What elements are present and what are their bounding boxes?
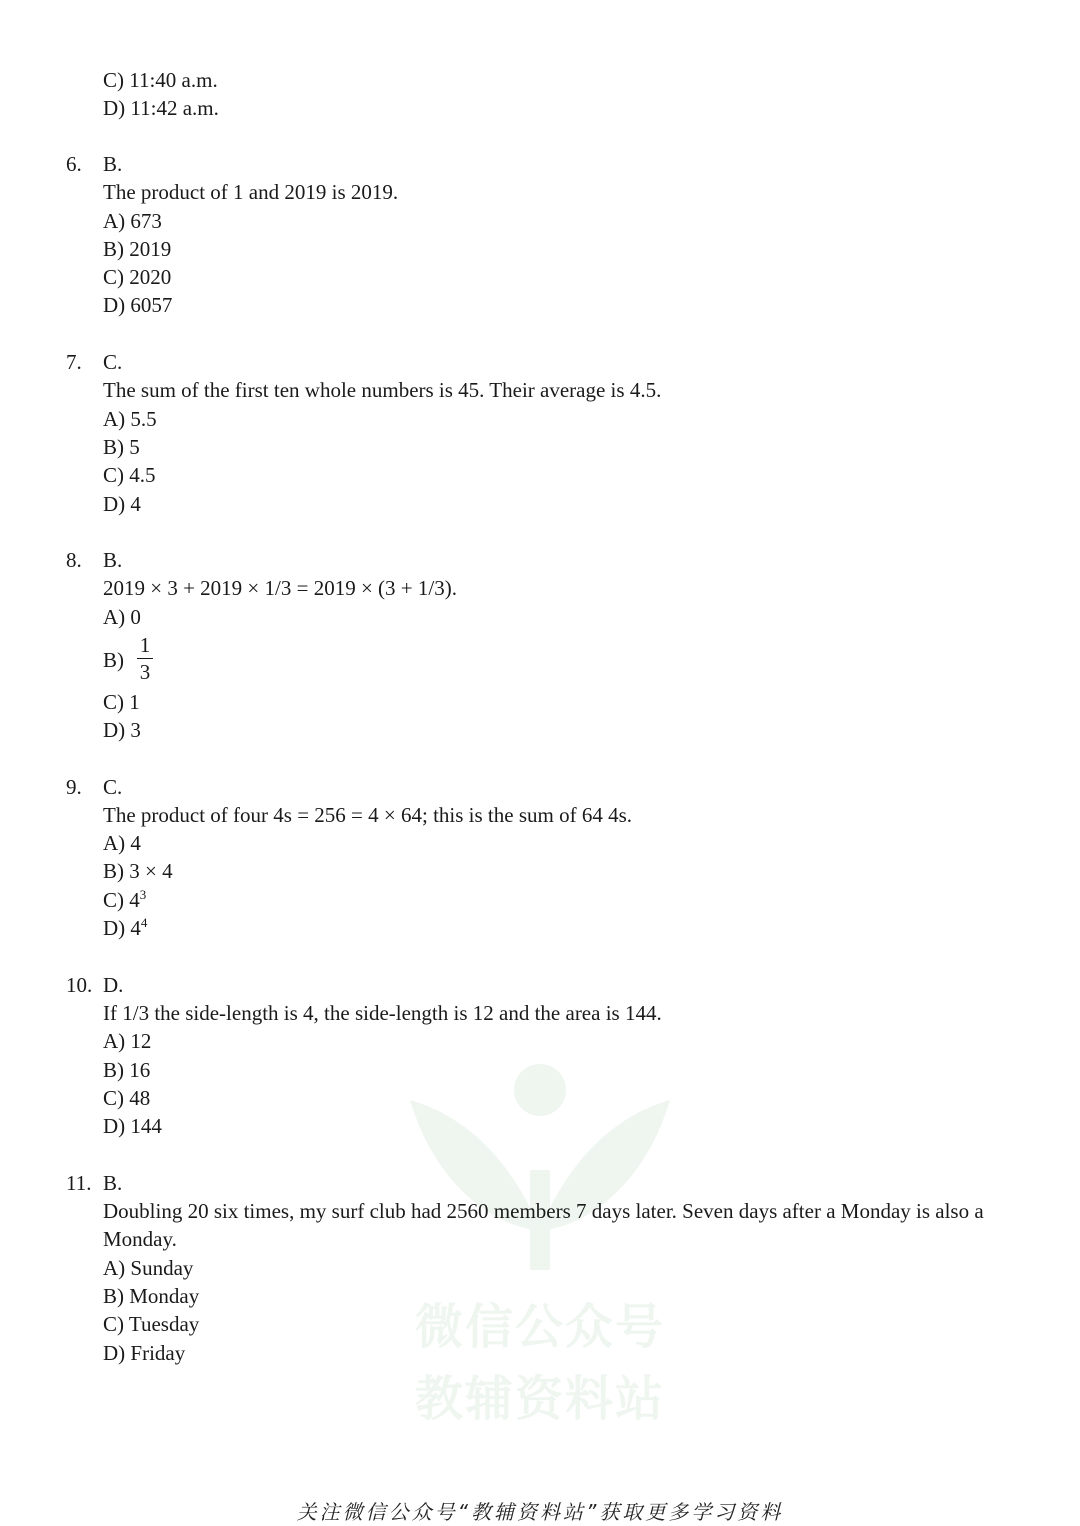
- q10-number: 10.: [66, 973, 93, 997]
- q10-answer: D.: [103, 973, 124, 997]
- q11-answer: B.: [103, 1171, 123, 1195]
- q8-option-a: A) 0: [103, 605, 141, 629]
- q6-number: 6.: [66, 152, 82, 176]
- q5-option-c: C) 11:40 a.m.: [103, 68, 218, 92]
- fraction-numerator: 1: [139, 633, 151, 657]
- q6-answer: B.: [103, 152, 123, 176]
- q9-option-d-label: D) 4: [103, 916, 141, 940]
- q9-option-c-exponent: 3: [139, 887, 147, 902]
- q9-option-d-exponent: 4: [140, 915, 148, 930]
- q9-answer: C.: [103, 775, 123, 799]
- q10-option-c: C) 48: [103, 1086, 151, 1110]
- q7-option-a: A) 5.5: [103, 407, 157, 431]
- q8-answer: B.: [103, 548, 123, 572]
- q11-option-d: D) Friday: [103, 1341, 186, 1365]
- q9-number: 9.: [66, 775, 82, 799]
- q6-option-b: B) 2019: [103, 237, 172, 261]
- q10-explanation: If 1/3 the side-length is 4, the side-length is 12 and the area is 144.: [103, 1001, 662, 1025]
- q10-option-b: B) 16: [103, 1058, 151, 1082]
- q10-option-d: D) 144: [103, 1114, 162, 1138]
- q11-option-a: A) Sunday: [103, 1256, 194, 1280]
- q6-option-a: A) 673: [103, 209, 162, 233]
- q11-explanation: Doubling 20 six times, my surf club had 2560 members 7 days later. Seven days after a Monday is also a Monday.: [103, 1199, 984, 1251]
- watermark-line-2: 教辅资料站: [414, 1371, 665, 1427]
- q5-option-d: D) 11:42 a.m.: [103, 96, 219, 120]
- q6-option-c: C) 2020: [103, 265, 172, 289]
- q8-option-c: C) 1: [103, 690, 140, 714]
- footer-note: 关注微信公众号“教辅资料站”获取更多学习资料: [296, 1500, 784, 1524]
- q9-option-c: [103, 886, 146, 914]
- q9-option-c-label: C) 4: [103, 888, 140, 912]
- q7-number: 7.: [66, 350, 82, 374]
- q8-explanation: 2019 × 3 + 2019 × 1/3 = 2019 × (3 + 1/3).: [103, 576, 457, 600]
- q7-option-b: B) 5: [103, 435, 140, 459]
- q9-option-b: B) 3 × 4: [103, 859, 173, 883]
- q9-option-a: A) 4: [103, 831, 141, 855]
- watermark-line-1: 微信公众号: [414, 1299, 665, 1355]
- q11-number: 11.: [66, 1171, 92, 1195]
- q7-answer: C.: [103, 350, 123, 374]
- q8-option-b-label: B): [103, 648, 124, 672]
- fraction-bar: [137, 658, 153, 659]
- q6-explanation: The product of 1 and 2019 is 2019.: [103, 180, 399, 204]
- q9-explanation: The product of four 4s = 256 = 4 × 64; this is the sum of 64 4s.: [103, 803, 632, 827]
- q6-option-d: D) 6057: [103, 293, 173, 317]
- q10-option-a: A) 12: [103, 1029, 152, 1053]
- q11-option-b: B) Monday: [103, 1284, 200, 1308]
- fraction-denominator: 3: [139, 660, 151, 684]
- q7-explanation: The sum of the first ten whole numbers is 45. Their average is 4.5.: [103, 378, 662, 402]
- q7-option-c: C) 4.5: [103, 463, 156, 487]
- q11-option-c: C) Tuesday: [103, 1312, 200, 1336]
- q9-option-d: [103, 914, 147, 942]
- q8-number: 8.: [66, 548, 82, 572]
- fraction: [137, 634, 153, 683]
- q7-option-d: D) 4: [103, 492, 141, 516]
- q8-option-d: D) 3: [103, 718, 141, 742]
